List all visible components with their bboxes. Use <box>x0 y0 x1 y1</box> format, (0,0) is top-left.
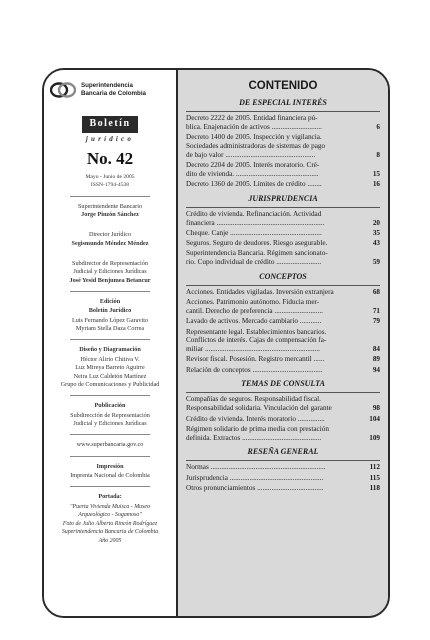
impresion-block <box>50 463 170 481</box>
toc-entry-line: definida. Extractos ............................................ <box>186 433 322 442</box>
toc-entry-line: Decreto 2222 de 2005. Entidad financiera pú- <box>186 114 318 122</box>
toc-entry-line: Seguros. Seguro de deudores. Riesgo asegurable. <box>186 239 328 248</box>
divider <box>70 434 150 435</box>
toc-entry[interactable] <box>186 395 380 413</box>
toc-title: CONTENIDO <box>248 80 318 92</box>
toc-entry-text <box>186 229 364 238</box>
toc-entry-line: Decreto 1360 de 2005. Límites de crédito ........ <box>186 179 322 188</box>
toc-entry-page: 118 <box>369 483 380 492</box>
toc-section <box>186 447 380 492</box>
toc-entry-page: 94 <box>372 365 380 374</box>
toc-entry-text <box>186 161 364 179</box>
toc-entry-line: de bajo valor .................................................. <box>186 150 316 159</box>
toc-entry[interactable] <box>186 355 380 364</box>
toc-section-heading: JURISPRUDENCIA <box>248 193 318 203</box>
portada-line: "Puerta Vivienda Muisca - Museo <box>70 503 150 510</box>
portada-line: Superintendencia Bancaria de Colombia <box>61 529 159 536</box>
toc-entry-line: blica. Enajenación de activos ............................ <box>186 122 322 131</box>
toc-entry-line: Representante legal. Establecimientos bancarios. <box>186 327 327 336</box>
toc-entry-line: Crédito de vivienda. Interés moratorio ............... <box>186 414 325 423</box>
toc-section <box>186 98 380 189</box>
toc-entry[interactable] <box>186 114 380 132</box>
toc-entry-text <box>186 415 364 424</box>
toc-entry[interactable] <box>186 484 380 493</box>
masthead-column <box>44 70 178 616</box>
toc-section-rule <box>186 460 380 461</box>
diseno-block <box>50 346 170 389</box>
toc-entry-line: Normas ................................................................ <box>186 463 326 472</box>
impresion-heading: Impresión <box>96 462 124 470</box>
bulletin-frame <box>42 68 390 618</box>
toc-entry-line: Jurisprudencia .................................................... <box>186 473 324 482</box>
toc-entry[interactable] <box>186 317 380 326</box>
toc-entry[interactable] <box>186 239 380 248</box>
toc-section-rule <box>186 111 380 112</box>
toc-section-heading: RESEÑA GENERAL <box>247 447 319 457</box>
toc-entry-line: Crédito de vivienda. Refinanciación. Actividad <box>186 209 322 218</box>
staff-superintendente <box>50 203 170 220</box>
staff-director <box>50 231 170 248</box>
toc-entry[interactable] <box>186 298 380 316</box>
issue-date: Mayo - Junio de 2005 <box>85 173 135 180</box>
toc-entry-text <box>186 114 364 132</box>
toc-entry-line: Régimen solidario de prima media con prestación <box>186 424 329 433</box>
publicacion-heading: Publicación <box>94 402 126 410</box>
toc-entry[interactable] <box>186 249 380 267</box>
toc-entry[interactable] <box>186 474 380 483</box>
toc-entry[interactable] <box>186 210 380 228</box>
impresion-line: Imprenta Nacional de Colombia <box>70 472 150 480</box>
diseno-name: Luz Mireya Barreto Aguirre <box>75 364 145 372</box>
toc-entry-page: 68 <box>372 287 380 296</box>
publicacion-line: Subdirección de Representación <box>70 411 150 419</box>
divider <box>70 196 150 197</box>
toc-entry-line: Acciones. Patrimonio autónomo. Fiducia mer- <box>186 298 320 307</box>
toc-entry-text <box>186 210 364 228</box>
divider <box>70 456 150 457</box>
edicion-subheading: Boletín Jurídico <box>88 307 132 315</box>
portada-line: Arqueológico - Sogamoso" <box>78 512 142 519</box>
toc-entry-line: rio. Cupo individual de crédito ......................... <box>186 258 322 267</box>
boletin-wordmark: Boletín <box>82 116 138 133</box>
toc-entry-text <box>186 249 364 267</box>
toc-entry-page: 6 <box>376 122 380 131</box>
logo-row <box>50 82 170 98</box>
toc-entry-page: 15 <box>372 169 380 178</box>
toc-entry-text <box>186 463 364 472</box>
toc-entry[interactable] <box>186 180 380 189</box>
toc-entry-page: 115 <box>369 473 380 482</box>
toc-entry-line: Compañías de seguros. Responsabilidad fiscal. <box>186 395 321 404</box>
toc-entry-text <box>186 180 364 189</box>
toc-entry-page: 71 <box>372 307 380 315</box>
publicacion-line: Judicial y Ediciones Jurídicas <box>73 420 147 427</box>
issue-meta <box>50 174 170 190</box>
toc-section-rule <box>186 392 380 393</box>
portada-heading: Portada: <box>98 493 122 501</box>
toc-entry[interactable] <box>186 288 380 297</box>
diseno-name: Neira Luz Caldetón Martínez <box>73 372 147 380</box>
toc-entry-text <box>186 133 364 159</box>
toc-entry-line: Sociedades administradoras de sistemas de pago <box>186 141 326 150</box>
toc-entry-text <box>186 355 364 364</box>
toc-section-heading: CONCEPTOS <box>259 271 307 281</box>
toc-sections <box>186 98 380 493</box>
portada-line: Año 2005 <box>98 538 122 545</box>
toc-entry-page: 59 <box>372 258 380 267</box>
toc-entry-line: cantil. Derecho de preferencia ........................... <box>186 307 323 315</box>
toc-entry[interactable] <box>186 366 380 375</box>
edicion-name: Luis Fernando López Garavito <box>71 316 149 324</box>
juridico-wordmark: jurídico <box>85 134 135 143</box>
toc-entry-line: Acciones. Entidades vigiladas. Inversión extranjera <box>186 287 334 296</box>
toc-section <box>186 272 380 375</box>
staff-name: Segismundo Méndez Méndez <box>71 239 149 247</box>
toc-section <box>186 379 380 442</box>
toc-entry-text <box>186 395 364 413</box>
staff-role: Superintendente Bancario <box>77 202 143 210</box>
table-of-contents <box>178 70 388 616</box>
toc-entry-page: 84 <box>372 345 380 354</box>
toc-section-rule <box>186 285 380 286</box>
toc-entry-line: Conflictos de interés. Cajas de compensación fa- <box>186 336 327 345</box>
diseno-heading: Diseño y Diagramación <box>79 346 141 354</box>
toc-entry-text <box>186 298 364 316</box>
toc-entry[interactable] <box>186 161 380 179</box>
toc-entry[interactable] <box>186 229 380 238</box>
divider <box>70 339 150 340</box>
issn: ISSN-1794-4538 <box>90 181 130 188</box>
staff-name: José Yesid Benjumea Betancur <box>69 276 151 284</box>
toc-entry-text <box>186 328 364 354</box>
publicacion-block <box>50 402 170 428</box>
toc-section <box>186 194 380 267</box>
divider <box>70 291 150 292</box>
toc-section-heading: TEMAS DE CONSULTA <box>241 379 325 389</box>
toc-entry-page: 16 <box>372 179 380 188</box>
toc-entry-line: miliar ................................................................ <box>186 345 320 354</box>
toc-entry-line: dito de vivienda. .............................................. <box>186 169 319 178</box>
org-line-2: Bancaria de Colombia <box>81 90 146 97</box>
toc-entry-text <box>186 239 364 248</box>
toc-entry-page: 8 <box>376 150 380 159</box>
toc-entry[interactable] <box>186 133 380 159</box>
toc-entry-line: Lavado de activos. Mercado cambiario ............ <box>186 317 322 326</box>
portada-block <box>50 493 170 545</box>
toc-entry-page: 79 <box>372 317 380 326</box>
toc-entry-line: Responsabilidad solidaria. Vinculación del garante <box>186 404 332 413</box>
toc-entry-page: 104 <box>369 414 380 423</box>
toc-entry-line: financiera ............................................................ <box>186 218 325 227</box>
website-link[interactable]: www.superbancaria.gov.co <box>76 441 144 449</box>
toc-section-rule <box>186 207 380 208</box>
org-line-1: Superintendencia <box>81 82 133 90</box>
toc-entry-text <box>186 484 364 493</box>
divider <box>70 395 150 396</box>
toc-entry-page: 43 <box>372 239 380 248</box>
staff-name: Jorge Pinzón Sánchez <box>81 210 139 218</box>
toc-entry[interactable] <box>186 425 380 443</box>
diseno-name: Héctor Alirio Chitiva V. <box>80 355 140 363</box>
diseno-name: Grupo de Comunicaciones y Publicidad <box>60 380 160 388</box>
staff-role: Judicial y Ediciones Jurídicas <box>73 268 147 276</box>
toc-entry[interactable] <box>186 415 380 424</box>
divider <box>70 486 150 487</box>
toc-entry-page: 35 <box>372 228 380 237</box>
toc-entry-line: Superintendencia Bancaria. Régimen sancionato- <box>186 249 328 258</box>
staff-role: Director Jurídico <box>88 231 132 239</box>
toc-entry-text <box>186 425 364 443</box>
toc-entry[interactable] <box>186 328 380 354</box>
toc-entry-text <box>186 366 364 375</box>
toc-entry-page: 98 <box>372 404 380 413</box>
toc-entry-page: 109 <box>369 433 380 442</box>
toc-entry-page: 112 <box>369 463 380 472</box>
toc-entry-line: Revisor fiscal. Posesión. Registro mercantil ...... <box>186 355 325 364</box>
portada-line: Foto de Julio Alberto Rincón Rodríguez <box>62 520 158 527</box>
toc-entry-page: 20 <box>372 218 380 227</box>
toc-entry-line: Cheque. Canje ................................................... <box>186 228 322 237</box>
staff-subdirector <box>50 260 170 285</box>
staff-role: Subdirector de Representación <box>72 259 148 267</box>
edicion-block <box>50 298 170 333</box>
issue-number: No. 42 <box>86 148 134 168</box>
toc-entry-line: Relación de conceptos ....................................... <box>186 365 323 374</box>
toc-entry-text <box>186 288 364 297</box>
toc-entry-text <box>186 317 364 326</box>
toc-entry-line: Decreto 1400 de 2005. Inspección y vigilancia. <box>186 133 322 142</box>
toc-entry-text <box>186 474 364 483</box>
toc-section-heading: DE ESPECIAL INTERÉS <box>239 98 327 107</box>
superbancaria-logo-icon <box>50 82 76 98</box>
portada-caption <box>50 503 170 546</box>
toc-entry-page: 89 <box>372 355 380 364</box>
toc-entry[interactable] <box>186 463 380 472</box>
edicion-heading: Edición <box>99 298 121 306</box>
org-name <box>81 82 146 98</box>
edicion-name: Myriam Stella Daza Correa <box>75 325 145 333</box>
toc-entry-line: Decreto 2204 de 2005. Interés moratorio. Cré- <box>186 160 320 169</box>
toc-entry-line: Otros pronunciamientos ..................................... <box>186 483 324 492</box>
